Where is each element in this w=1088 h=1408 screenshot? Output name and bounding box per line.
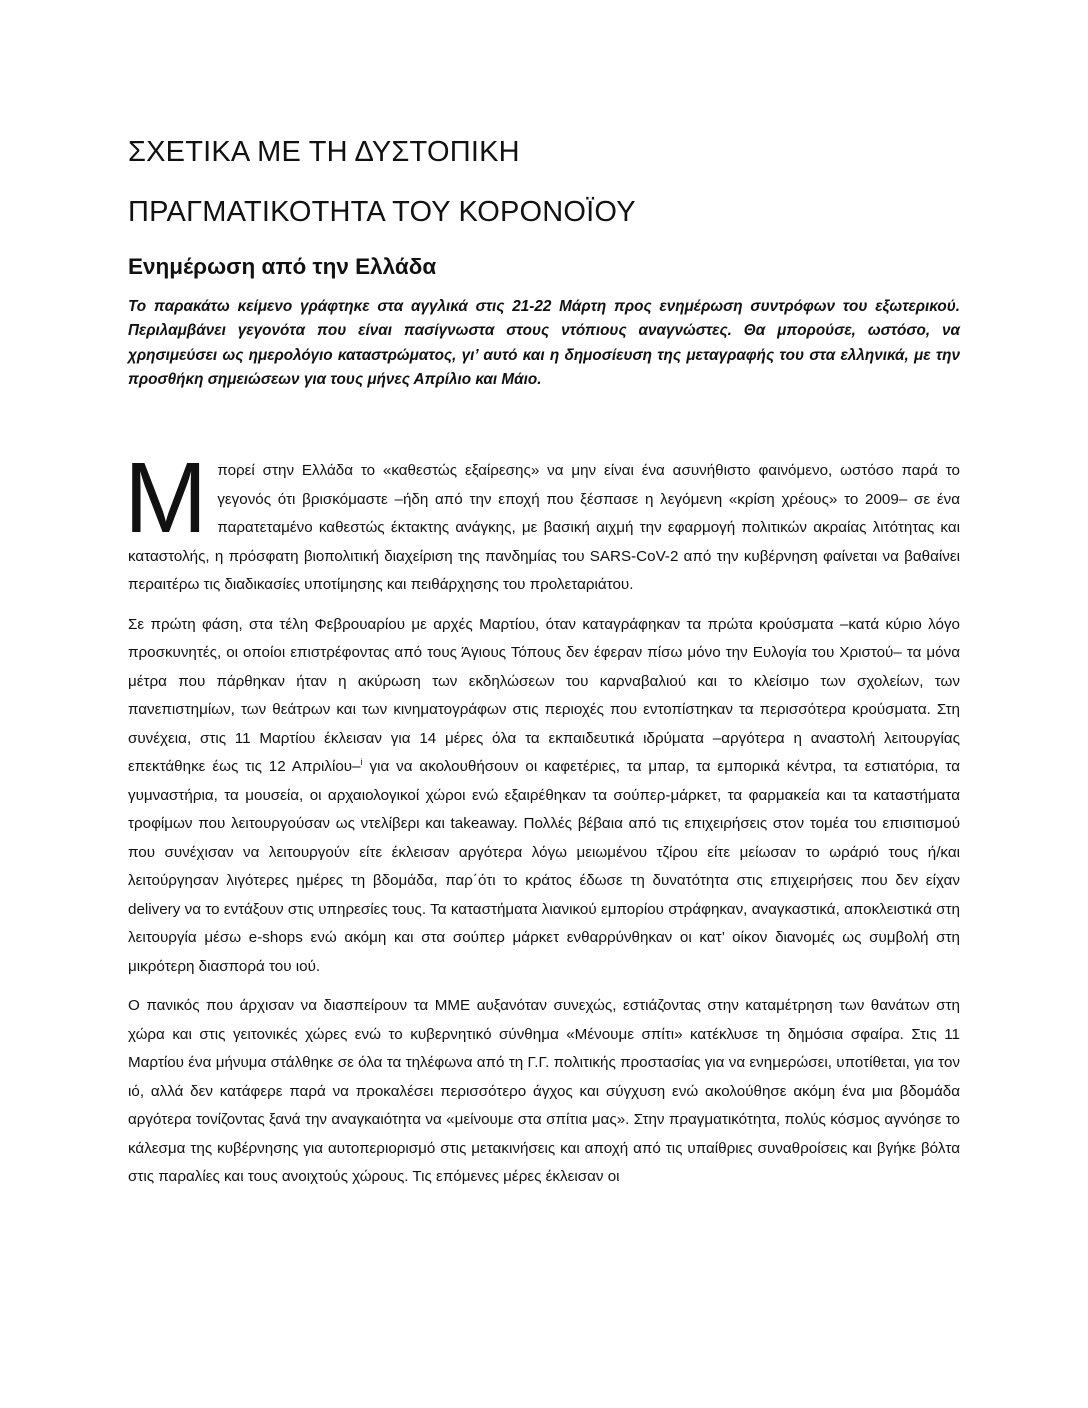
article-body bbox=[124, 442, 960, 1203]
body-paragraph-2-part-2: για να ακολουθήσουν οι καφετέριες, τα μπαρ, τα εμπορικά κέντρα, τα εστιατόρια, τα γυμναστήρια, τα μουσεία, οι αρχαιολογικοί χώροι ενώ εξαιρέθηκαν τα σούπερ-μάρκετ, τα φαρμακεία και τα καταστήματα τροφίμων που λειτουργούσαν ως ντελίβερι και takeaway. Πολλές βέβαια από τις επιχειρήσεις στον τομέα του επισιτισμού που συνέχισαν να λειτουργούν είτε έκλεισαν αργότερα λόγω μειωμένου τζίρου είτε μείωσαν το ωράριό τους ή/και λειτούργησαν λιγότερες ημέρες τη βδομάδα, παρ΄ότι το κράτος έδωσε τη δυνατότητα στις επιχειρήσεις που δεν είχαν delivery να το εντάξουν στις υπηρεσίες τους. Τα καταστήματα λιανικού εμπορίου στράφηκαν, αναγκαστικά, αποκλειστικά στη λειτουργία μέσω e-shops ενώ ακόμη και στα σούπερ μάρκετ ενθαρρύνθηκαν οι κατ’ οίκον διανομές ως συμβολή στη μικρότερη διασπορά του ιού. bbox=[128, 758, 960, 975]
document-title-line-2: ΠΡΑΓΜΑΤΙΚΟΤΗΤΑ ΤΟΥ ΚΟΡΟΝΟΪΟΥ bbox=[128, 196, 636, 228]
document-page bbox=[124, 0, 960, 1408]
intro-paragraph: Το παρακάτω κείμενο γράφτηκε στα αγγλικά στις 21-22 Μάρτη προς ενημέρωση συντρόφων του εξωτερικού. Περιλαμβάνει γεγονότα που είναι πασίγνωστα στους ντόπιους αναγνώστες. Θα μπορούσε, ωστόσο, να χρησιμεύσει ως ημερολόγιο καταστρώματος, γι’ αυτό και η δημοσίευση της μεταγραφής του στα ελληνικά, με την προσθήκη σημειώσεων για τους μήνες Απρίλιο και Μάιο. bbox=[128, 298, 960, 388]
body-paragraph-2 bbox=[128, 611, 960, 982]
footnote-marker[interactable]: i bbox=[360, 756, 363, 767]
body-paragraph-2-part-1: Σε πρώτη φάση, στα τέλη Φεβρουαρίου με αρχές Μαρτίου, όταν καταγράφηκαν τα πρώτα κρούσματα –κατά κύριο λόγο προσκυνητές, οι οποίοι επιστρέφοντας από τους Άγιους Τόπους δεν έφεραν πίσω μόνο την Ευλογία του Χριστού– τα μόνα μέτρα που πάρθηκαν ήταν η ακύρωση των εκδηλώσεων του καρναβαλιού και το κλείσιμο των σχολείων, των πανεπιστημίων, των θεάτρων και των κινηματογράφων στις περιοχές που εντοπίστηκαν τα περισσότερα κρούσματα. Στη συνέχεια, στις 11 Μαρτίου έκλεισαν για 14 μέρες όλα τα εκπαιδευτικά ιδρύματα –αργότερα η αναστολή λειτουργίας επεκτάθηκε έως τις 12 Απριλίου– bbox=[128, 615, 960, 775]
body-paragraph-1-text: πορεί στην Ελλάδα το «καθεστώς εξαίρεσης» να μην είναι ένα ασυνήθιστο φαινόμενο, ωστόσο παρά το γεγονός ότι βρισκόμαστε –ήδη από την εποχή που ξέσπασε η λεγόμενη «κρίση χρέους» το 2009– σε ένα παρατεταμένο καθεστώς έκτακτης ανάγκης, με βασική αιχμή την εφαρμογή πολιτικών ακραίας λιτότητας και καταστολής, η πρόσφατη βιοπολιτική διαχείριση της πανδημίας του SARS-CoV-2 από την κυβέρνηση φαίνεται να βαθαίνει περαιτέρω τις διαδικασίες υποτίμησης και πειθάρχησης του προλεταριάτου. bbox=[128, 462, 960, 593]
document-title-line-1: ΣΧΕΤΙΚΑ ΜΕ ΤΗ ΔΥΣΤΟΠΙΚΗ bbox=[128, 136, 520, 168]
body-paragraph-1 bbox=[124, 442, 960, 600]
body-paragraph-3: Ο πανικός που άρχισαν να διασπείρουν τα ΜΜΕ αυξανόταν συνεχώς, εστιάζοντας στην καταμέτρηση των θανάτων στη χώρα και στις γειτονικές χώρες ενώ το κυβερνητικό σύνθημα «Μένουμε σπίτι» κατέκλυσε τη δημόσια σφαίρα. Στις 11 Μαρτίου ένα μήνυμα στάλθηκε σε όλα τα τηλέφωνα από τη Γ.Γ. πολιτικής προστασίας για να ενημερώσει, υποτίθεται, για τον ιό, αλλά δεν κατάφερε παρά να προκαλέσει περισσότερο άγχος και σύγχυση ενώ ακολούθησε ακόμη ένα μια βδομάδα αργότερα τονίζοντας ξανά την αναγκαιότητα να «μείνουμε στα σπίτια μας». Στην πραγματικότητα, πολύς κόσμος αγνόησε το κάλεσμα της κυβέρνησης για αυτοπεριορισμό στις μετακινήσεις και αποχή από τις υπαίθριες συναθροίσεις και βγήκε βόλτα στις παραλίες και τους ανοιχτούς χώρους. Τις επόμενες μέρες έκλεισαν οι bbox=[128, 997, 960, 1185]
document-subtitle: Ενημέρωση από την Ελλάδα bbox=[128, 254, 437, 279]
drop-cap: Μ bbox=[124, 442, 208, 554]
